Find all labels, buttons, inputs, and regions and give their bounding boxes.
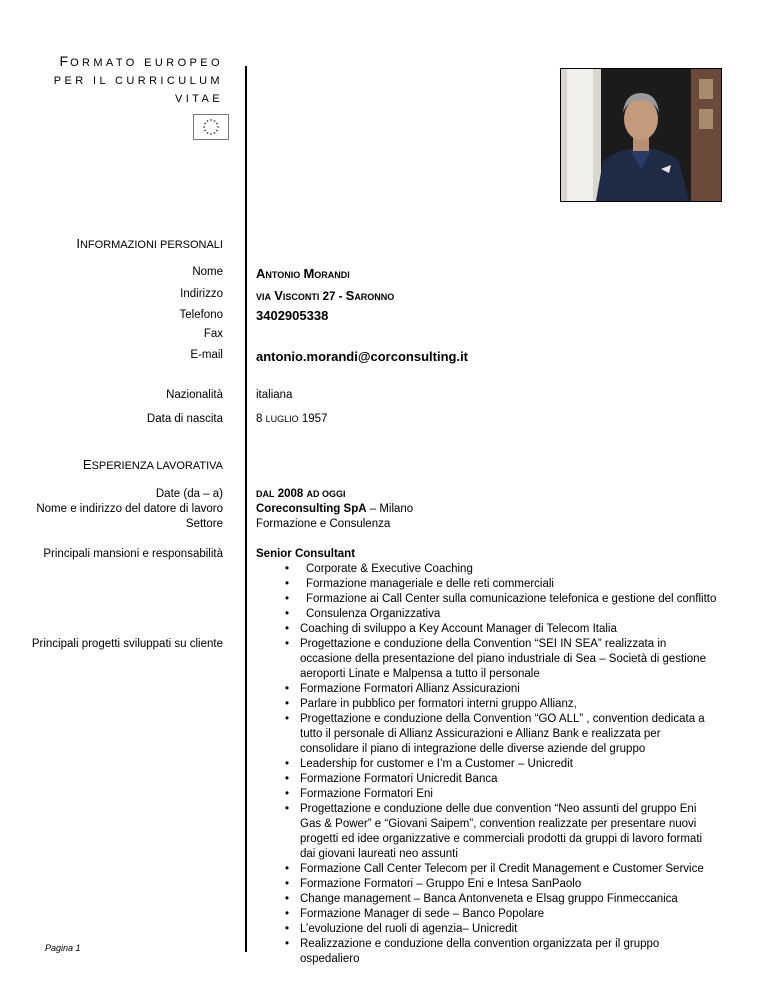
list-item: • Formazione ai Call Center sulla comunicazione telefonica e gestione del conflitto [300, 592, 720, 607]
sector-value: Formazione e Consulenza [256, 518, 391, 530]
fax-label: Fax [203, 328, 223, 340]
dates-value: DAL 2008 AD OGGI [256, 488, 346, 500]
list-item: • Formazione Formatori Allianz Assicurazioni [300, 682, 720, 697]
list-item: • L’evoluzione del ruoli di agenzia– Unicredit [300, 922, 720, 937]
email-value: antonio.morandi@corconsulting.it [256, 349, 469, 364]
list-item: • Consulenza Organizzativa [300, 607, 720, 622]
projects-list [300, 622, 720, 967]
list-item: • Progettazione e conduzione della Convention “SEI IN SEA” realizzata in occasione della presentazione del piano industriale di Sea – Società di gestione aeroporti Linate e Malpensa a tutto il personale [300, 637, 720, 682]
birthdate-label: Data di nascita [146, 413, 223, 425]
role-title: Senior Consultant [256, 548, 356, 560]
list-item: • Progettazione e conduzione della Convention “GO ALL” , convention dedicata a tutto il personale di Allianz Assicurazioni e Allianz Bank e realizzata per consolidare il piano di integrazione delle diverse aziende del gruppo [300, 712, 720, 757]
name-value: ANTONIO MORANDI [256, 266, 350, 281]
duties-list [300, 562, 720, 622]
address-label: Indirizzo [180, 288, 223, 300]
list-item: • Realizzazione e conduzione della convention organizzata per il gruppo ospedaliero [300, 937, 720, 967]
duties-label: Principali mansioni e responsabilità [43, 548, 223, 560]
eu-flag-icon [193, 114, 229, 140]
list-item: • Corporate & Executive Coaching [300, 562, 720, 577]
column-divider [245, 66, 247, 952]
nationality-label: Nazionalità [166, 389, 223, 401]
dates-label: Date (da – a) [155, 488, 223, 500]
list-item: • Leadership for customer e I’m a Customer – Unicredit [300, 757, 720, 772]
employer-value: Coreconsulting SpA – Milano [256, 503, 414, 515]
work-experience-heading: ESPERIENZA LAVORATIVA [82, 457, 223, 472]
list-item: • Progettazione e conduzione delle due convention “Neo assunti del gruppo Eni Gas & Power” e “Giovani Saipem”, convention realizzate per presentare nuovi progetti ed idee organizzative e commerciali prodotti da gruppi di lavoro formati dai giovani laureati neo assunti [300, 802, 720, 862]
nationality-value: italiana [256, 389, 293, 401]
list-item: • Formazione Formatori – Gruppo Eni e Intesa SanPaolo [300, 877, 720, 892]
phone-value: 3402905338 [256, 308, 329, 323]
sector-label: Settore [185, 518, 223, 530]
list-item: • Coaching di sviluppo a Key Account Manager di Telecom Italia [300, 622, 720, 637]
personal-info-heading: INFORMAZIONI PERSONALI [76, 236, 223, 251]
list-item: • Formazione Call Center Telecom per il Credit Management e Customer Service [300, 862, 720, 877]
name-label: Nome [192, 266, 223, 278]
projects-label: Principali progetti sviluppati su cliente [31, 638, 223, 650]
list-item: • Formazione Formatori Eni [300, 787, 720, 802]
phone-label: Telefono [179, 309, 223, 321]
list-item: • Formazione Manager di sede – Banco Popolare [300, 907, 720, 922]
list-item: • Formazione Formatori Unicredit Banca [300, 772, 720, 787]
list-item: • Change management – Banca Antonveneta e Elsag gruppo Finmeccanica [300, 892, 720, 907]
list-item: • Formazione manageriale e delle reti commerciali [300, 577, 720, 592]
birthdate-value: 8 LUGLIO 1957 [256, 413, 328, 425]
address-value: VIA VISCONTI 27 - SARONNO [256, 288, 395, 303]
page-number: Pagina 1 [45, 943, 81, 953]
list-item: • Parlare in pubblico per formatori interni gruppo Allianz, [300, 697, 720, 712]
profile-photo [560, 68, 722, 202]
email-label: E-mail [190, 349, 223, 361]
employer-label: Nome e indirizzo del datore di lavoro [36, 503, 223, 515]
document-title: FORMATO EUROPEO PER IL CURRICULUM VITAE [53, 53, 223, 105]
